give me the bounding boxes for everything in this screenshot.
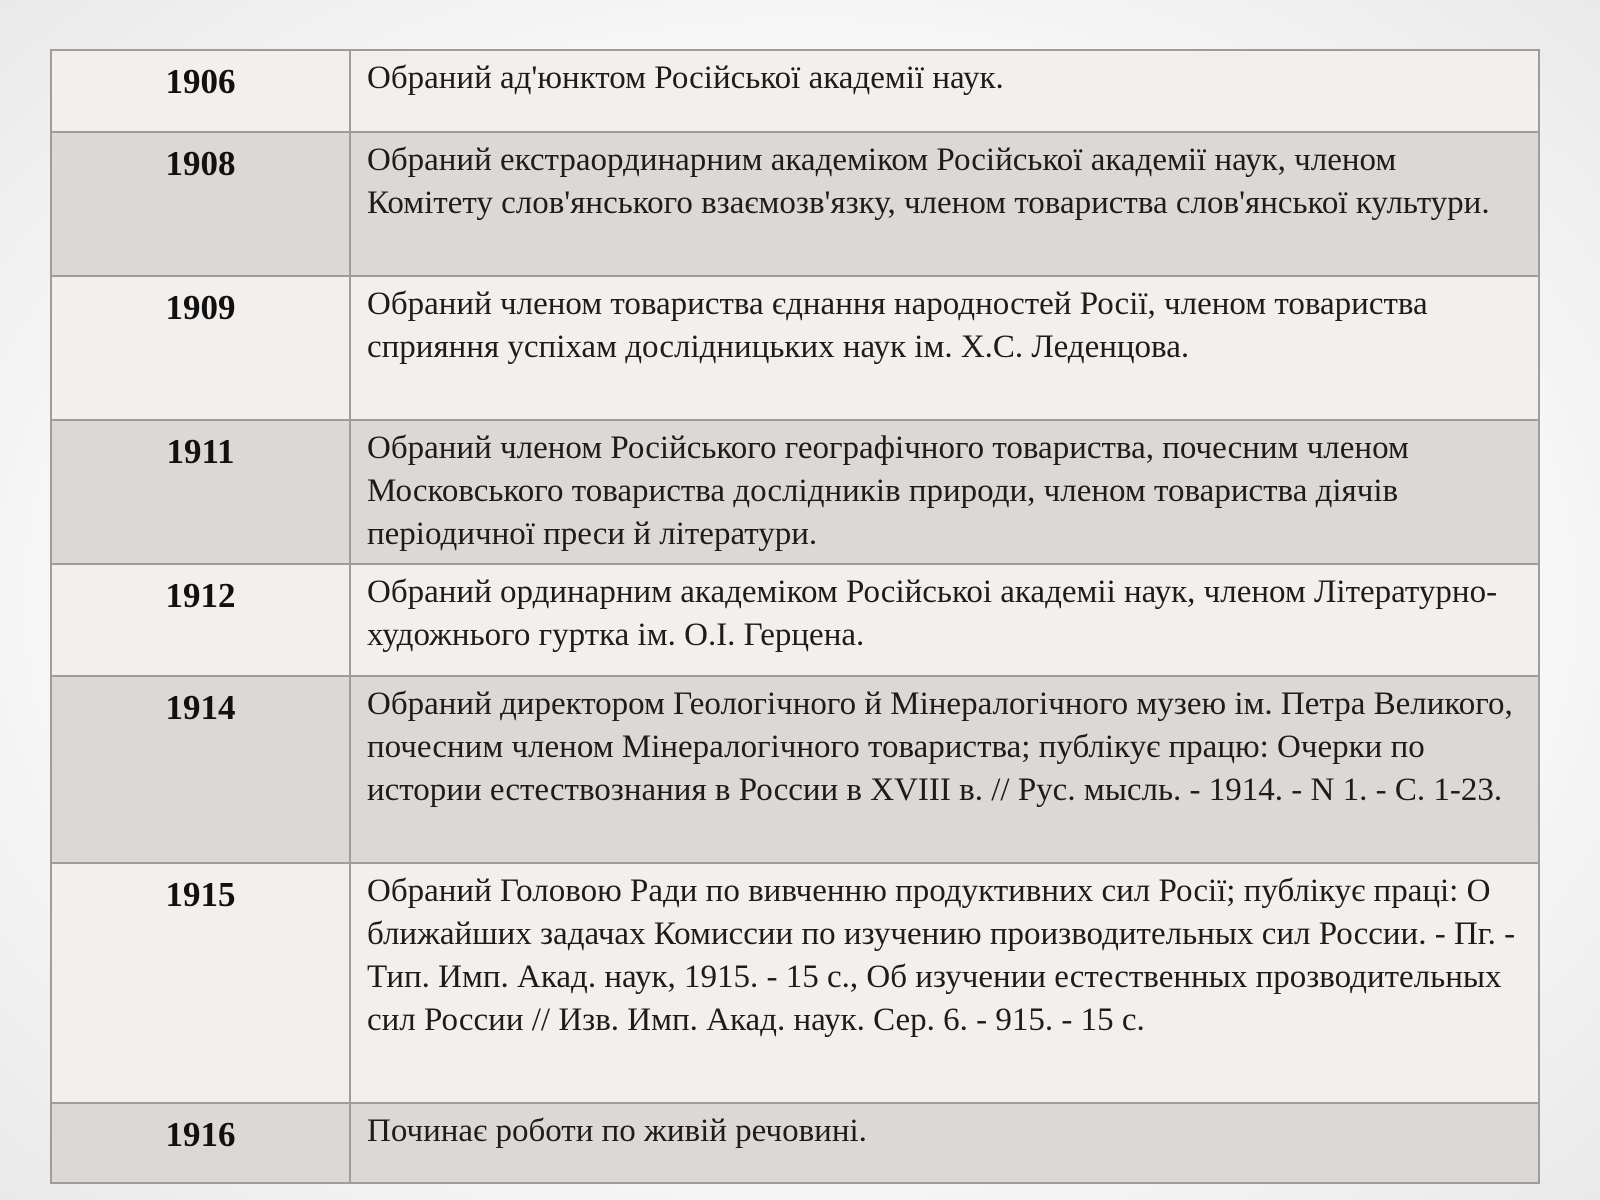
table-row [51, 863, 1539, 1103]
description-cell: Обраний ад'юнктом Російської академії наук. [350, 50, 1539, 132]
table-row [51, 564, 1539, 676]
description-cell: Обраний директором Геологічного й Мінералогічного музею ім. Петра Великого, почесним членом Мінералогічного товариства; публікує працю: Очерки по истории естествознания в России в XVIII в. // Рус. мысль. - 1914. - N 1. - С. 1-23. [350, 676, 1539, 863]
year-cell: 1906 [51, 50, 350, 132]
table-row [51, 1103, 1539, 1183]
table-row [51, 276, 1539, 420]
year-cell: 1912 [51, 564, 350, 676]
year-cell: 1916 [51, 1103, 350, 1183]
description-cell: Обраний екстраординарним академіком Російської академії наук, членом Комітету слов'янського взаємозв'язку, членом товариства слов'янської культури. [350, 132, 1539, 276]
year-cell: 1914 [51, 676, 350, 863]
table-row [51, 50, 1539, 132]
table-row [51, 420, 1539, 564]
table-row [51, 132, 1539, 276]
year-cell: 1908 [51, 132, 350, 276]
year-cell: 1911 [51, 420, 350, 564]
year-cell: 1909 [51, 276, 350, 420]
timeline-table [50, 49, 1540, 1184]
description-cell: Обраний членом товариства єднання народностей Росії, членом товариства сприяння успіхам дослідницьких наук ім. Х.С. Леденцова. [350, 276, 1539, 420]
description-cell: Обраний Головою Ради по вивченню продуктивних сил Росії; публікує праці: О ближайших задачах Комиссии по изучению производительных сил России. - Пг. - Тип. Имп. Акад. наук, 1915. - 15 с., Об изучении естественных прозводительных сил России // Изв. Имп. Акад. наук. Сер. 6. - 915. - 15 с. [350, 863, 1539, 1103]
table-row [51, 676, 1539, 863]
description-cell: Обраний ординарним академіком Російськоі академіі наук, членом Літературно-художнього гуртка ім. О.І. Герцена. [350, 564, 1539, 676]
year-cell: 1915 [51, 863, 350, 1103]
description-cell: Обраний членом Російського географічного товариства, почесним членом Московського товариства дослідників природи, членом товариства діячів періодичної преси й літератури. [350, 420, 1539, 564]
description-cell: Починає роботи по живій речовині. [350, 1103, 1539, 1183]
